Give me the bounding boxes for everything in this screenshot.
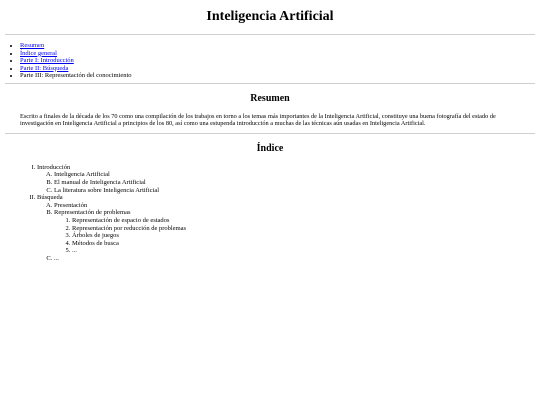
- table-of-contents: [5, 164, 535, 263]
- nav-item-parte-2: [20, 65, 535, 73]
- section-nav: [5, 42, 535, 80]
- toc-subsublist: [54, 217, 535, 255]
- nav-item-parte-1: [20, 57, 535, 65]
- toc-subitem: 5. ...: [72, 247, 535, 255]
- nav-item-parte-3: [20, 72, 535, 80]
- toc-subitem: 4. Métodos de busca: [72, 240, 535, 248]
- toc-item-label: Representación de problemas: [54, 209, 131, 217]
- nav-label-parte-3: Parte III: Representación del conocimiento: [20, 72, 132, 80]
- nav-item-indice: [20, 50, 535, 58]
- toc-item-representacion: [54, 209, 535, 255]
- nav-divider: [5, 83, 535, 84]
- resumen-divider: [5, 133, 535, 134]
- nav-link-parte-1[interactable]: Parte I: Introducción: [20, 57, 74, 65]
- nav-link-parte-2[interactable]: Parte II: Búsqueda: [20, 64, 69, 72]
- toc-item: C. La literatura sobre Inteligencia Artificial: [54, 187, 535, 195]
- resumen-heading: Resumen: [250, 92, 290, 104]
- toc-item: A. Presentación: [54, 202, 535, 210]
- indice-heading: Índice: [256, 142, 284, 154]
- nav-item-resumen: [20, 42, 535, 50]
- resumen-text: Escrito a finales de la década de los 70 como una compilación de los trabajos en torno a los temas más importantes de la Inteligencia Artificial, constituye una buena fotografía del estado de investigación en Inteligencia Artificial a principios de los 80, así como una estupenda introducción a muchas de las técnicas aún usadas en Inteligencia Artificial.: [20, 112, 496, 128]
- toc-part-busqueda: [37, 194, 535, 262]
- toc-item: C. ...: [54, 255, 535, 263]
- title-divider: [5, 34, 535, 35]
- toc-subitem: 3. Árboles de juegos: [72, 232, 535, 240]
- toc-subitem: 2. Representación por reducción de problemas: [72, 225, 535, 233]
- nav-link-resumen[interactable]: Resumen: [20, 42, 45, 49]
- toc-sublist: [37, 202, 535, 263]
- toc-item: A. Inteligencia Artificial: [54, 171, 535, 179]
- toc-item: B. El manual de Inteligencia Artificial: [54, 179, 535, 187]
- toc-part-label: Introducción: [37, 163, 71, 171]
- toc-subitem: 1. Representación de espacio de estados: [72, 217, 535, 225]
- page-title: Inteligencia Artificial: [206, 9, 334, 24]
- toc-part-introduccion: [37, 164, 535, 194]
- nav-link-indice[interactable]: Índice general: [20, 49, 57, 57]
- toc-sublist: [37, 171, 535, 194]
- toc-part-label: Búsqueda: [37, 194, 63, 202]
